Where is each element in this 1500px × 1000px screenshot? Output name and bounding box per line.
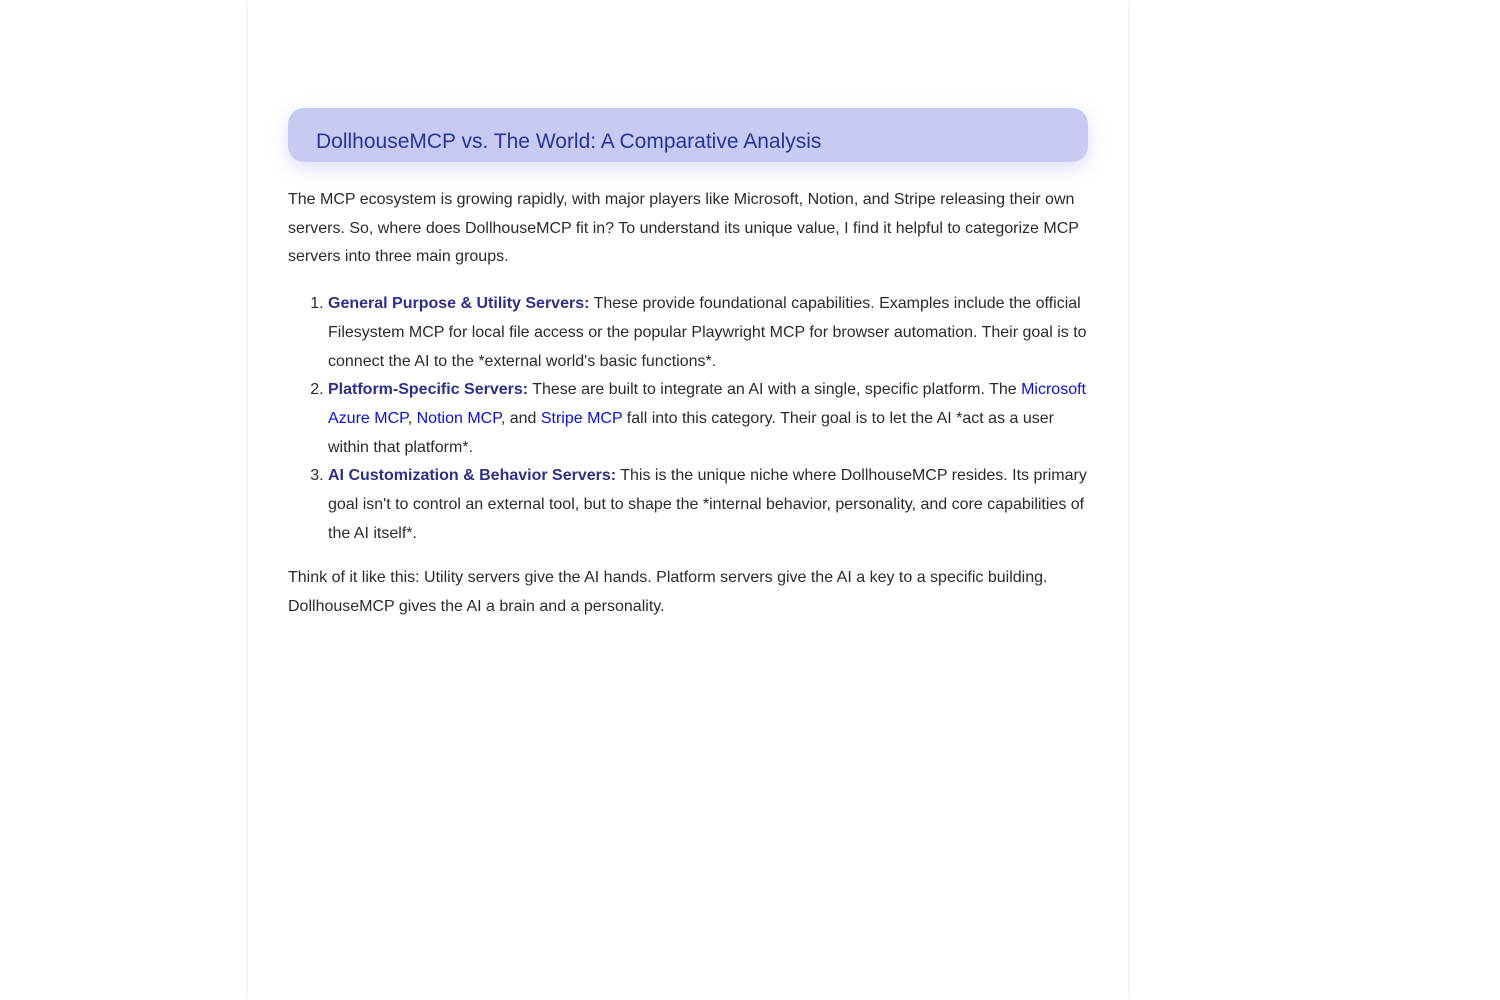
section-title-box: [288, 108, 1088, 162]
list-item-utility-servers: [328, 290, 1088, 376]
platform-servers-text-before: These are built to integrate an AI with a single, specific platform. The: [528, 381, 1022, 399]
article-content: [288, 108, 1088, 622]
intro-paragraph: The MCP ecosystem is growing rapidly, with major players like Microsoft, Notion, and Stripe releasing their own servers. So, where does DollhouseMCP fit in? To understand its unique value, I find it helpful to categorize MCP servers into three main groups.: [288, 191, 1079, 266]
utility-servers-description: These provide foundational capabilities. Examples include the official Filesystem MCP for local file access or the popular Playwright MCP for browser automation. Their goal is to connect the AI to the *external world's basic functions*.: [328, 295, 1087, 370]
section-title: DollhouseMCP vs. The World: A Comparative Analysis: [316, 130, 822, 153]
list-item-platform-servers: [328, 376, 1088, 462]
platform-servers-text-after: fall into this category. Their goal is to let the AI *act as a user within that platform*.: [328, 409, 1054, 456]
behavior-servers-description: This is the unique niche where DollhouseMCP resides. Its primary goal isn't to control an external tool, but to shape the *internal behavior, personality, and core capabilities of the AI itself*.: [328, 467, 1087, 542]
link-separator-2: , and: [500, 409, 541, 427]
link-stripe-mcp[interactable]: Stripe MCP: [540, 409, 623, 427]
link-notion-mcp[interactable]: Notion MCP: [416, 409, 501, 427]
list-item-behavior-servers: [328, 462, 1088, 548]
term-platform-servers: Platform-Specific Servers:: [328, 381, 529, 399]
term-utility-servers: General Purpose & Utility Servers:: [328, 295, 590, 313]
document-page: [248, 0, 1128, 1000]
term-behavior-servers: AI Customization & Behavior Servers:: [328, 467, 617, 485]
outro-paragraph: Think of it like this: Utility servers give the AI hands. Platform servers give the AI a key to a specific building. DollhouseMCP gives the AI a brain and a personality.: [288, 569, 1048, 616]
server-groups-list: [288, 290, 1088, 548]
link-microsoft-azure-mcp[interactable]: Microsoft Azure MCP: [328, 381, 1086, 427]
link-separator-1: ,: [407, 409, 417, 427]
